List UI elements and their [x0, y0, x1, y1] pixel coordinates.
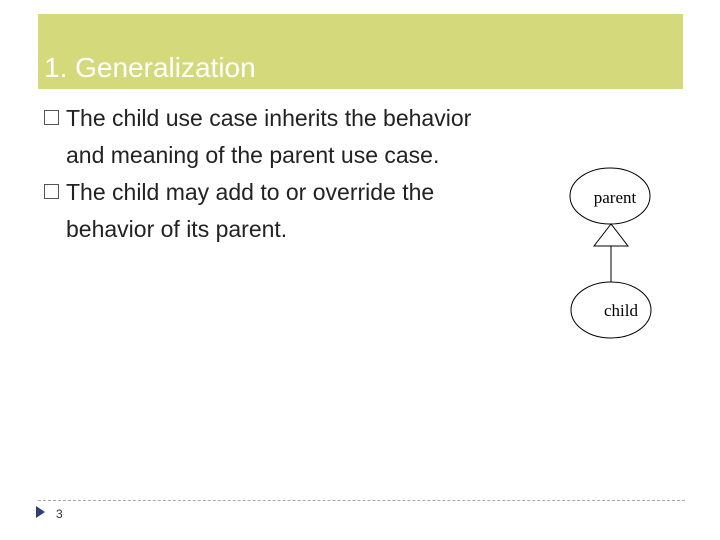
slide-title: 1. Generalization: [44, 52, 256, 83]
bullet-text: The child use case inherits the behavior and meaning of the parent use case.: [66, 105, 472, 168]
triangle-arrow-icon: [36, 506, 45, 518]
generalization-arrowhead-icon: [594, 224, 628, 246]
page-number: 3: [56, 507, 63, 521]
parent-label: parent: [593, 188, 637, 207]
bullet-text: The child may add to or override the behavior of its parent.: [66, 179, 435, 242]
child-label: child: [604, 301, 638, 320]
footer-divider: [38, 500, 685, 501]
